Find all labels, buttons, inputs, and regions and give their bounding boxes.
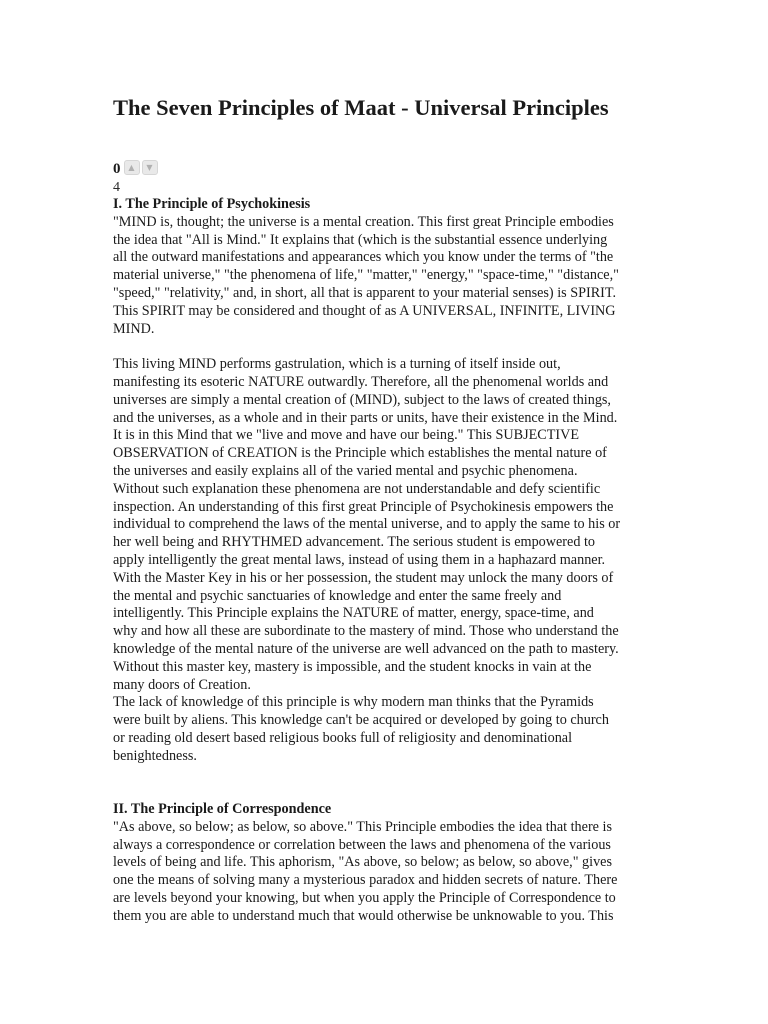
text-line: Without such explanation these phenomena are not understandable and defy scientific (113, 480, 601, 497)
paragraph (113, 819, 658, 926)
section-spacer (113, 766, 658, 802)
text-line: manifesting its esoteric NATURE outwardly. Therefore, all the phenomenal worlds and (113, 373, 609, 390)
paragraph (113, 356, 658, 765)
text-line: levels of being and life. This aphorism, "As above, so below; as below, so above," gives (113, 854, 612, 871)
document-body (113, 196, 658, 926)
text-line: why and how all these are subordinate to the mastery of mind. Those who understand the (113, 623, 619, 640)
text-line: or reading old desert based religious books full of religiosity and denominational (113, 729, 573, 746)
vote-count: 0 (113, 161, 121, 177)
thumb-up-icon[interactable]: ▲ (124, 160, 140, 175)
thumb-down-icon[interactable]: ▼ (142, 160, 158, 175)
text-line: It is in this Mind that we "live and move and have our being." This SUBJECTIVE (113, 427, 580, 444)
text-line: the mental and psychic sanctuaries of knowledge and enter the same freely and (113, 587, 562, 604)
paragraph (113, 214, 658, 339)
text-line: and the universes, as a whole and in their parts or units, have their existence in the Mind. (113, 409, 618, 426)
vote-row (113, 158, 673, 180)
text-line: inspection. An understanding of this first great Principle of Psychokinesis empowers the (113, 498, 614, 515)
text-line: "MIND is, thought; the universe is a mental creation. This first great Principle embodies (113, 213, 614, 230)
text-line: one the means of solving many a mysterious paradox and hidden secrets of nature. There (113, 872, 618, 889)
vote-subcount: 4 (113, 180, 120, 195)
text-line: individual to comprehend the laws of the mental universe, and to apply the same to his or (113, 516, 621, 533)
text-line: universes are simply a mental creation of (MIND), subject to the laws of created things, (113, 391, 611, 408)
text-line: Without this master key, mastery is impossible, and the student knocks in vain at the (113, 658, 592, 675)
text-line: them you are able to understand much that would otherwise be unknowable to you. This (113, 907, 614, 924)
text-line: This SPIRIT may be considered and thought of as A UNIVERSAL, INFINITE, LIVING (113, 302, 616, 319)
text-line: The lack of knowledge of this principle is why modern man thinks that the Pyramids (113, 694, 594, 711)
section-heading: I. The Principle of Psychokinesis (113, 196, 311, 212)
text-line: benightedness. (113, 747, 197, 764)
text-line: material universe," "the phenomena of life," "matter," "energy," "space-time," "distance," (113, 267, 619, 284)
text-line: her well being and RHYTHMED advancement. The serious student is empowered to (113, 534, 595, 551)
text-line: OBSERVATION of CREATION is the Principle which establishes the mental nature of (113, 445, 607, 462)
text-line: many doors of Creation. (113, 676, 251, 693)
text-line: This living MIND performs gastrulation, which is a turning of itself inside out, (113, 356, 561, 373)
document-title: The Seven Principles of Maat - Universal Principles (113, 95, 609, 120)
text-line: apply intelligently the great mental laws, instead of using them in a haphazard manner. (113, 551, 606, 568)
text-line: the idea that "All is Mind." It explains that (which is the substantial essence underlying (113, 231, 608, 248)
text-line: knowledge of the mental nature of the universe are well advanced on the path to mastery. (113, 640, 619, 657)
text-line: With the Master Key in his or her possession, the student may unlock the many doors of (113, 569, 614, 586)
text-line: were built by aliens. This knowledge can't be acquired or developed by going to church (113, 712, 609, 729)
text-line: the universes and easily explains all of the varied mental and psychic phenomena. (113, 462, 578, 479)
text-line: always a correspondence or correlation between the laws and phenomena of the various (113, 836, 611, 853)
text-line: all the outward manifestations and appearances which you know under the terms of "the (113, 249, 614, 266)
section-heading: II. The Principle of Correspondence (113, 801, 332, 818)
vote-widget (113, 158, 673, 195)
text-line: MIND. (113, 320, 155, 337)
text-line: "As above, so below; as below, so above." This Principle embodies the idea that there is (113, 818, 612, 835)
text-line: "speed," "relativity," and, in short, all that is apparent to your material senses) is SPIRIT. (113, 284, 617, 301)
paragraph-spacer (113, 338, 658, 356)
text-line: intelligently. This Principle explains the NATURE of matter, energy, space-time, and (113, 605, 594, 622)
text-line: are levels beyond your knowing, but when you apply the Principle of Correspondence to (113, 890, 616, 907)
